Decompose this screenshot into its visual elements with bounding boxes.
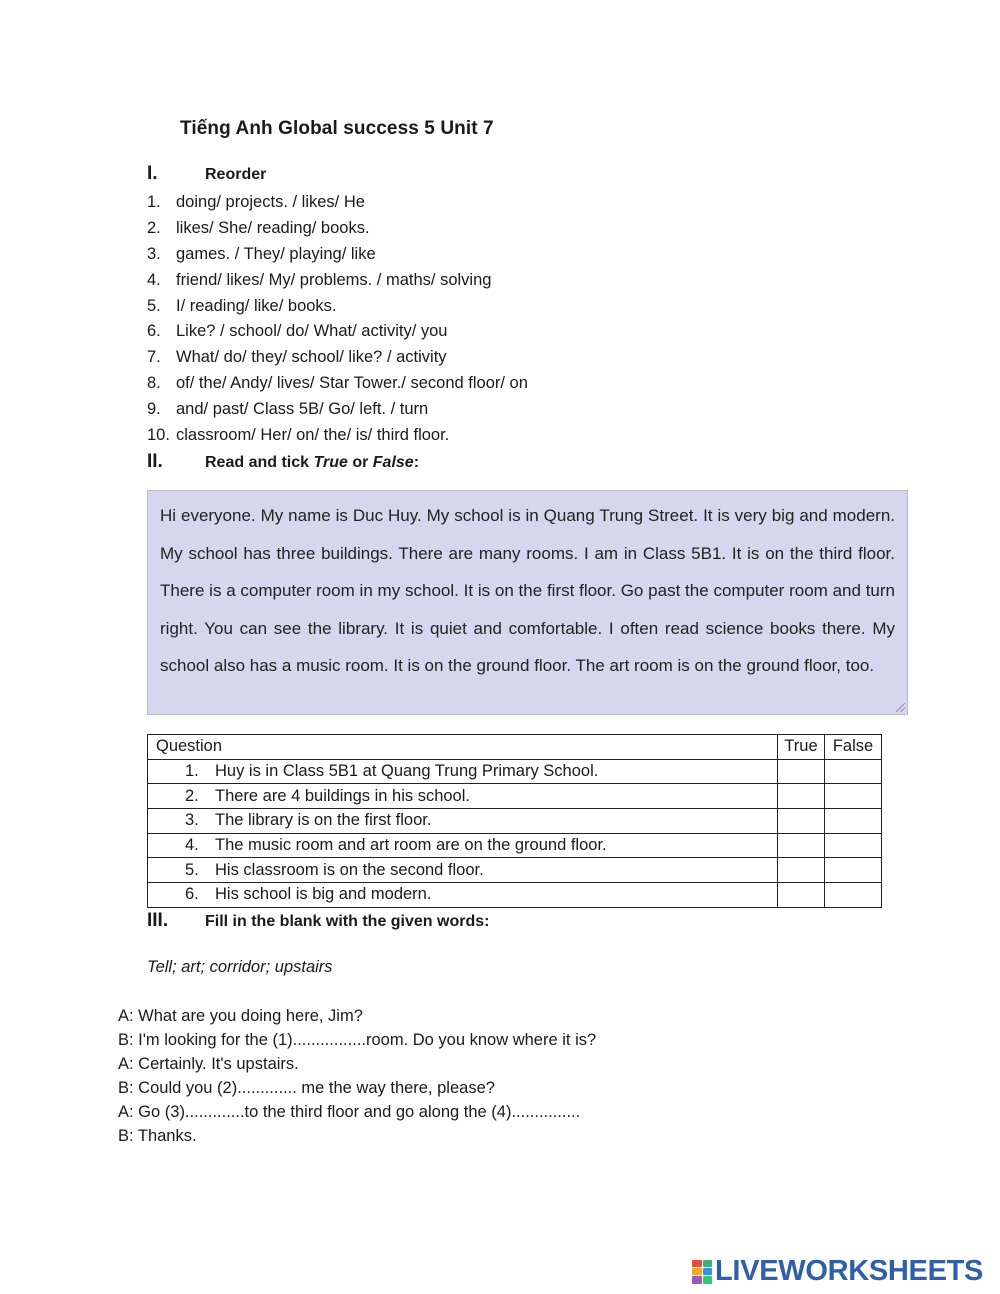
question-text: The library is on the first floor.: [215, 811, 432, 830]
given-words: Tell; art; corridor; upstairs: [147, 958, 333, 976]
reorder-item-number: 2.: [147, 218, 161, 237]
reorder-item: [147, 397, 528, 423]
reorder-item-text: classroom/ Her/ on/ the/ is/ third floor.: [176, 426, 450, 445]
reorder-item: [147, 345, 528, 371]
false-checkbox-cell[interactable]: [825, 858, 882, 883]
reorder-item-text: Like? / school/ do/ What/ activity/ you: [176, 322, 448, 341]
dialog: [118, 1004, 596, 1148]
label-colon: :: [413, 454, 420, 471]
true-checkbox-cell[interactable]: [778, 759, 825, 784]
dialog-line: A: Certainly. It's upstairs.: [118, 1055, 299, 1073]
reorder-item-text: of/ the/ Andy/ lives/ Star Tower./ second floor/ on: [176, 374, 528, 393]
question-text: There are 4 buildings in his school.: [215, 786, 470, 805]
false-checkbox-cell[interactable]: [825, 784, 882, 809]
false-checkbox-cell[interactable]: [825, 759, 882, 784]
table-row: [148, 809, 882, 834]
section-3-label: Fill in the blank with the given words:: [205, 913, 490, 930]
reorder-item: [147, 216, 528, 242]
header-false: False: [825, 735, 882, 760]
false-word: False: [372, 454, 414, 471]
reorder-item: [147, 190, 528, 216]
question-cell: [148, 759, 778, 784]
section-1-label: Reorder: [205, 166, 267, 183]
true-false-table: [147, 734, 882, 908]
logo-tiles-icon: [692, 1260, 712, 1284]
table-header-row: [148, 735, 882, 760]
true-checkbox-cell[interactable]: [778, 833, 825, 858]
reorder-item-text: games. / They/ playing/ like: [176, 244, 376, 263]
reorder-item-text: and/ past/ Class 5B/ Go/ left. / turn: [176, 400, 429, 419]
section-1-heading: [147, 163, 266, 185]
table-row: [148, 759, 882, 784]
table-row: [148, 858, 882, 883]
question-cell: [148, 809, 778, 834]
reorder-item-text: likes/ She/ reading/ books.: [176, 218, 370, 237]
reorder-item-number: 1.: [147, 193, 161, 211]
reorder-item-number: 7.: [147, 348, 161, 367]
header-true: True: [778, 735, 825, 760]
reorder-item: [147, 371, 528, 397]
reorder-item-number: 9.: [147, 400, 161, 419]
section-2-label: [205, 454, 419, 472]
question-text: His school is big and modern.: [215, 885, 432, 904]
reorder-item: [147, 268, 528, 294]
passage-text: Hi everyone. My name is Duc Huy. My school is in Quang Trung Street. It is very big and modern. My school has three buildings. There are many rooms. I am in Class 5B1. It is on the third floor. There is a computer room in my school. It is on the first floor. Go past the computer room and turn right. You can see the library. It is quiet and comfortable. I often read science books there. My school also has a music room. It is on the ground floor. The art room is on the ground floor, too.: [160, 506, 895, 676]
or-word: or: [347, 454, 373, 471]
reorder-item: [147, 242, 528, 268]
table-row: [148, 784, 882, 809]
false-checkbox-cell[interactable]: [825, 809, 882, 834]
reorder-item-number: 6.: [147, 322, 161, 341]
reorder-item: [147, 294, 528, 320]
section-3-heading: [147, 910, 489, 932]
section-3-number: III.: [147, 910, 169, 931]
question-number: 2.: [185, 786, 199, 805]
table-row: [148, 883, 882, 908]
question-cell: [148, 784, 778, 809]
question-cell: [148, 883, 778, 908]
reorder-list: [147, 190, 528, 449]
true-word: True: [313, 454, 348, 471]
question-number: 3.: [185, 811, 199, 830]
question-number: 5.: [185, 860, 199, 879]
true-checkbox-cell[interactable]: [778, 809, 825, 834]
question-text: The music room and art room are on the ground floor.: [215, 836, 607, 855]
section-2-label-prefix: Read and tick: [205, 454, 314, 471]
dialog-line: B: I'm looking for the (1)................room. Do you know where it is?: [118, 1031, 597, 1049]
reading-passage: [147, 490, 908, 715]
reorder-item-number: 10.: [147, 426, 170, 445]
reorder-item-text: doing/ projects. / likes/ He: [176, 193, 365, 211]
question-cell: [148, 858, 778, 883]
false-checkbox-cell[interactable]: [825, 833, 882, 858]
section-2-heading: [147, 451, 419, 473]
reorder-item-number: 5.: [147, 296, 161, 315]
resize-grip-icon[interactable]: [896, 703, 905, 712]
section-1-number: I.: [147, 163, 158, 184]
true-checkbox-cell[interactable]: [778, 883, 825, 908]
reorder-item-text: What/ do/ they/ school/ like? / activity: [176, 348, 447, 367]
reorder-item-text: I/ reading/ like/ books.: [176, 296, 337, 315]
question-number: 6.: [185, 885, 199, 904]
reorder-item: [147, 319, 528, 345]
reorder-item-number: 4.: [147, 270, 161, 289]
logo-text: LIVEWORKSHEETS: [715, 1255, 984, 1287]
dialog-line: B: Thanks.: [118, 1127, 197, 1145]
question-text: Huy is in Class 5B1 at Quang Trung Primary School.: [215, 762, 599, 781]
dialog-line: B: Could you (2)............. me the way there, please?: [118, 1079, 495, 1097]
dialog-line: A: What are you doing here, Jim?: [118, 1007, 363, 1025]
true-checkbox-cell[interactable]: [778, 784, 825, 809]
reorder-item-text: friend/ likes/ My/ problems. / maths/ solving: [176, 270, 492, 289]
true-checkbox-cell[interactable]: [778, 858, 825, 883]
reorder-item-number: 8.: [147, 374, 161, 393]
table-row: [148, 833, 882, 858]
reorder-item: [147, 423, 528, 449]
section-2-number: II.: [147, 451, 163, 472]
false-checkbox-cell[interactable]: [825, 883, 882, 908]
question-text: His classroom is on the second floor.: [215, 860, 484, 879]
dialog-line: A: Go (3).............to the third floor and go along the (4)...............: [118, 1103, 581, 1121]
question-number: 1.: [185, 762, 199, 781]
question-cell: [148, 833, 778, 858]
liveworksheets-logo: [692, 1255, 983, 1288]
worksheet-title: Tiếng Anh Global success 5 Unit 7: [180, 118, 494, 139]
reorder-item-number: 3.: [147, 244, 161, 263]
question-number: 4.: [185, 836, 199, 855]
header-question: Question: [148, 735, 778, 760]
